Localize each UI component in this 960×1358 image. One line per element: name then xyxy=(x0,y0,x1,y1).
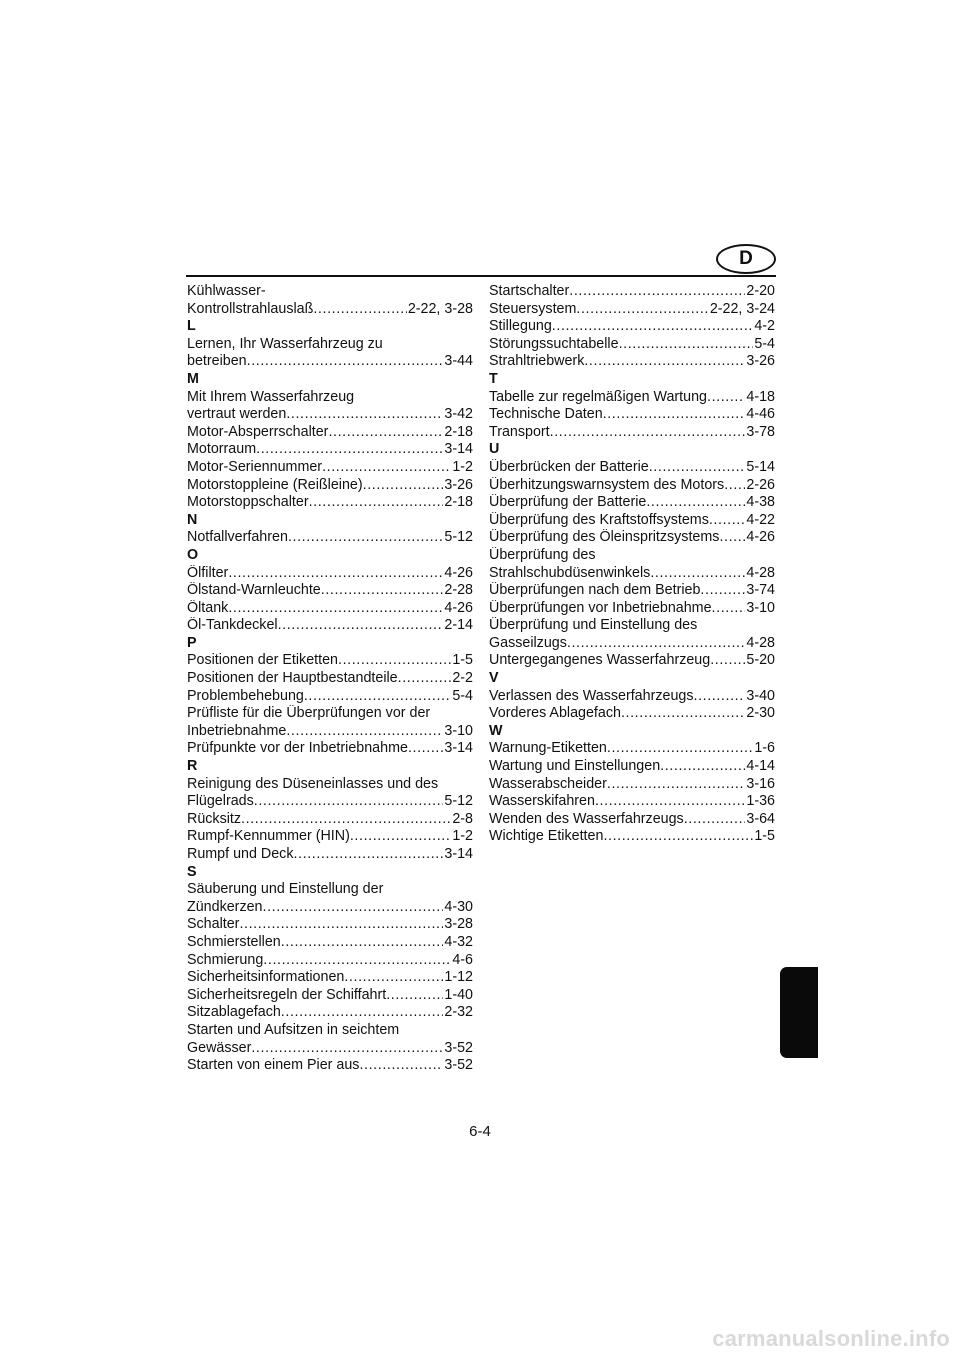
index-section-letter: S xyxy=(187,863,197,880)
index-entry-term: Verlassen des Wasserfahrzeugs xyxy=(489,687,694,704)
index-entry xyxy=(489,811,775,829)
language-badge: D xyxy=(716,244,776,274)
index-entry xyxy=(489,635,775,653)
dot-leader xyxy=(650,565,745,583)
dot-leader xyxy=(309,494,444,512)
index-entry xyxy=(187,424,473,442)
index-entry-term: Wartung und Einstellungen xyxy=(489,758,661,775)
index-entry-term: Schmierstellen xyxy=(187,933,281,950)
dot-leader xyxy=(256,441,443,459)
index-entry xyxy=(489,688,775,706)
index-entry-page: 4-2 xyxy=(754,318,775,335)
dot-leader xyxy=(288,529,443,547)
header-rule xyxy=(186,275,776,277)
index-section-letter: W xyxy=(489,722,503,739)
index-entry-page: 1-36 xyxy=(746,793,775,810)
index-entry-continued: Lernen, Ihr Wasserfahrzeug zu xyxy=(187,335,383,352)
index-entry-term: Technische Daten xyxy=(489,406,603,423)
index-entry xyxy=(187,459,473,477)
index-entry-page: 4-30 xyxy=(444,898,473,915)
index-entry xyxy=(489,318,775,336)
index-entry-term: Inbetriebnahme xyxy=(187,722,287,739)
index-entry xyxy=(187,899,473,917)
index-entry-term: Sicherheitsregeln der Schiffahrt xyxy=(187,986,387,1003)
index-entry xyxy=(187,1057,473,1075)
dot-leader xyxy=(293,846,443,864)
index-entry-page: 2-18 xyxy=(444,423,473,440)
index-entry xyxy=(489,389,775,407)
index-entry-page: 3-44 xyxy=(444,353,473,370)
dot-leader xyxy=(607,740,753,758)
index-entry-page: 3-10 xyxy=(444,722,473,739)
index-entry xyxy=(489,459,775,477)
index-entry-term: Überhitzungswarnsystem des Motors xyxy=(489,476,725,493)
index-entry-continued: Kühlwasser- xyxy=(187,283,266,299)
index-entry-continued: Prüfliste für die Überprüfungen vor der xyxy=(187,705,431,722)
dot-leader xyxy=(281,934,444,952)
dot-leader xyxy=(709,512,746,530)
index-section-letter: M xyxy=(187,370,199,387)
index-entry xyxy=(187,301,473,319)
index-entry-page: 2-30 xyxy=(746,705,775,722)
dot-leader xyxy=(247,353,444,371)
index-entry xyxy=(489,740,775,758)
index-entry-term: Untergegangenes Wasserfahrzeug xyxy=(489,652,711,669)
index-entry-page: 5-12 xyxy=(444,793,473,810)
index-entry-term: Überprüfung der Batterie xyxy=(489,494,647,511)
index-entry-page: 4-22 xyxy=(746,511,775,528)
index-entry-term: Rumpf-Kennummer (HIN) xyxy=(187,828,350,845)
dot-leader xyxy=(408,740,443,758)
index-entry xyxy=(489,477,775,495)
dot-leader xyxy=(386,987,443,1005)
index-entry-page: 4-28 xyxy=(746,564,775,581)
index-entry-term: Problembehebung xyxy=(187,687,304,704)
dot-leader xyxy=(603,406,746,424)
index-entry xyxy=(187,1040,473,1058)
dot-leader xyxy=(649,459,746,477)
index-entry xyxy=(187,934,473,952)
index-entry-continued: Starten und Aufsitzen in seichtem xyxy=(187,1021,400,1038)
dot-leader xyxy=(584,353,745,371)
index-entry xyxy=(489,353,775,371)
index-entry-page: 3-78 xyxy=(746,423,775,440)
index-entry-page: 3-14 xyxy=(444,846,473,862)
index-entry xyxy=(187,740,473,758)
dot-leader xyxy=(239,916,443,934)
index-entry-page: 3-14 xyxy=(444,740,473,757)
index-entry-term: Überprüfungen nach dem Betrieb xyxy=(489,582,701,599)
index-entry xyxy=(187,494,473,512)
index-entry-page: 4-32 xyxy=(444,933,473,950)
index-entry xyxy=(489,565,775,583)
index-entry-term: Starten von einem Pier aus xyxy=(187,1057,360,1074)
index-entry-page: 3-26 xyxy=(746,353,775,370)
index-entry xyxy=(489,336,775,354)
index-entry-page: 1-6 xyxy=(754,740,775,757)
index-section-letter: U xyxy=(489,441,500,458)
index-entry-page: 4-38 xyxy=(746,494,775,511)
dot-leader xyxy=(322,459,451,477)
index-entry-page: 2-14 xyxy=(444,617,473,634)
index-entry xyxy=(187,565,473,583)
index-entry-page: 1-5 xyxy=(452,652,473,669)
dot-leader xyxy=(707,389,745,407)
index-entry xyxy=(489,652,775,670)
index-entry xyxy=(187,793,473,811)
dot-leader xyxy=(313,301,406,319)
index-entry xyxy=(187,723,473,741)
dot-leader xyxy=(241,811,451,829)
index-entry xyxy=(187,477,473,495)
index-entry-term: Ölstand-Warnleuchte xyxy=(187,582,321,599)
dot-leader xyxy=(321,582,444,600)
index-entry-continued: Reinigung des Düseneinlasses und des xyxy=(187,775,439,792)
index-entry-continued: Säuberung und Einstellung der xyxy=(187,881,384,898)
dot-leader xyxy=(621,705,745,723)
index-column-left xyxy=(187,283,473,1075)
index-entry-continued: Überprüfung des xyxy=(489,546,596,563)
dot-leader xyxy=(263,952,451,970)
dot-leader xyxy=(278,617,444,635)
dot-leader xyxy=(286,406,443,424)
dot-leader xyxy=(328,424,443,442)
index-entry-term: Prüfpunkte vor der Inbetriebnahme xyxy=(187,740,408,757)
index-entry xyxy=(187,406,473,424)
index-entry-term: Rumpf und Deck xyxy=(187,846,294,862)
dot-leader xyxy=(304,688,451,706)
index-entry-term: betreiben xyxy=(187,353,247,370)
index-entry xyxy=(187,811,473,829)
dot-leader xyxy=(724,477,745,495)
index-entry xyxy=(187,670,473,688)
index-entry xyxy=(187,1004,473,1022)
index-entry-page: 5-12 xyxy=(444,529,473,546)
index-entry xyxy=(489,424,775,442)
dot-leader xyxy=(567,635,746,653)
dot-leader xyxy=(660,758,745,776)
index-entry-term: Flügelrads xyxy=(187,793,254,810)
index-entry xyxy=(489,758,775,776)
index-entry-term: Gewässer xyxy=(187,1039,252,1056)
index-entry xyxy=(187,688,473,706)
dot-leader xyxy=(251,1040,443,1058)
dot-leader xyxy=(700,582,745,600)
index-entry xyxy=(489,793,775,811)
index-entry-page: 2-22, 3-28 xyxy=(407,300,473,317)
index-entry-term: Wichtige Etiketten xyxy=(489,828,604,845)
index-entry-page: 3-10 xyxy=(746,599,775,616)
index-entry xyxy=(489,406,775,424)
index-entry-term: Stillegung xyxy=(489,318,552,335)
index-column-right xyxy=(489,283,775,846)
index-entry-term: Transport xyxy=(489,423,550,440)
index-entry-page: 2-8 xyxy=(452,810,473,827)
index-entry-term: Motorraum xyxy=(187,441,257,458)
index-entry-term: Positionen der Hauptbestandteile xyxy=(187,670,398,687)
chapter-thumb-tab xyxy=(780,967,818,1058)
index-entry-term: Warnung-Etiketten xyxy=(489,740,607,757)
dot-leader xyxy=(712,600,746,618)
dot-leader xyxy=(710,652,745,670)
watermark: carmanualsonline.info xyxy=(712,1326,950,1351)
index-entry-term: Motorstoppschalter xyxy=(187,494,309,511)
index-entry-continued: Mit Ihrem Wasserfahrzeug xyxy=(187,388,355,405)
index-entry-term: Wasserskifahren xyxy=(489,793,595,810)
index-entry-term: Zündkerzen xyxy=(187,898,263,915)
index-entry xyxy=(489,283,775,301)
index-entry-term: Wasserabscheider xyxy=(489,775,607,792)
index-entry-term: Sicherheitsinformationen xyxy=(187,969,345,986)
index-entry-page: 1-40 xyxy=(444,986,473,1003)
dot-leader xyxy=(607,776,746,794)
dot-leader xyxy=(281,1004,444,1022)
dot-leader xyxy=(619,336,754,354)
dot-leader xyxy=(719,529,745,547)
index-entry-page: 2-20 xyxy=(746,283,775,299)
index-entry xyxy=(187,652,473,670)
index-entry-page: 3-26 xyxy=(444,476,473,493)
index-entry-term: vertraut werden xyxy=(187,406,287,423)
dot-leader xyxy=(684,811,746,829)
index-entry-term: Motor-Seriennummer xyxy=(187,458,323,475)
index-entry xyxy=(187,987,473,1005)
dot-leader xyxy=(363,477,444,495)
index-entry-term: Strahlschubdüsenwinkels xyxy=(489,564,651,581)
index-entry-page: 4-14 xyxy=(746,758,775,775)
dot-leader xyxy=(569,283,745,301)
index-entry xyxy=(187,846,473,864)
index-entry-term: Schalter xyxy=(187,916,240,933)
index-entry-page: 5-4 xyxy=(452,687,473,704)
index-entry-page: 4-26 xyxy=(444,564,473,581)
dot-leader xyxy=(398,670,452,688)
index-entry xyxy=(187,582,473,600)
index-section-letter: P xyxy=(187,634,197,651)
index-entry xyxy=(489,705,775,723)
dot-leader xyxy=(344,969,443,987)
index-entry-page: 2-28 xyxy=(444,582,473,599)
index-section-letter: L xyxy=(187,318,196,335)
dot-leader xyxy=(359,1057,443,1075)
index-section-letter: O xyxy=(187,546,199,563)
index-entry xyxy=(489,828,775,846)
index-entry-page: 2-2 xyxy=(452,670,473,687)
index-entry-page: 3-52 xyxy=(444,1039,473,1056)
index-entry-continued: Überprüfung und Einstellung des xyxy=(489,617,698,634)
index-entry-page: 3-42 xyxy=(444,406,473,423)
index-entry-term: Vorderes Ablagefach xyxy=(489,705,621,722)
index-entry xyxy=(489,512,775,530)
dot-leader xyxy=(228,600,443,618)
index-entry-term: Öltank xyxy=(187,599,229,616)
index-entry-page: 5-20 xyxy=(746,652,775,669)
index-entry-page: 3-64 xyxy=(746,810,775,827)
index-entry xyxy=(187,952,473,970)
index-entry xyxy=(489,600,775,618)
index-entry xyxy=(187,529,473,547)
index-entry-page: 2-26 xyxy=(746,476,775,493)
index-entry-page: 3-52 xyxy=(444,1057,473,1074)
index-entry-page: 1-12 xyxy=(444,969,473,986)
index-section-letter: T xyxy=(489,370,498,387)
index-entry xyxy=(489,776,775,794)
index-entry-page: 3-28 xyxy=(444,916,473,933)
index-entry xyxy=(489,494,775,512)
index-entry-term: Strahltriebwerk xyxy=(489,353,585,370)
index-section-letter: V xyxy=(489,670,499,687)
index-entry-term: Überbrücken der Batterie xyxy=(489,458,649,475)
page-number: 6-4 xyxy=(469,1123,491,1140)
dot-leader xyxy=(694,688,746,706)
index-entry-term: Störungssuchtabelle xyxy=(489,335,619,352)
index-entry-term: Motor-Absperrschalter xyxy=(187,423,329,440)
index-entry-term: Wenden des Wasserfahrzeugs xyxy=(489,810,684,827)
dot-leader xyxy=(603,828,753,846)
index-entry-term: Steuersystem xyxy=(489,300,577,317)
index-entry-page: 4-18 xyxy=(746,388,775,405)
index-entry-page: 1-2 xyxy=(452,458,473,475)
index-entry-term: Überprüfung des Öleinspritzsystems xyxy=(489,529,720,546)
index-entry xyxy=(187,916,473,934)
index-entry-page: 3-14 xyxy=(444,441,473,458)
index-entry-page: 5-14 xyxy=(746,458,775,475)
index-entry-page: 3-16 xyxy=(746,775,775,792)
index-entry-term: Motorstoppleine (Reißleine) xyxy=(187,476,363,493)
index-entry-page: 4-46 xyxy=(746,406,775,423)
index-entry-term: Rücksitz xyxy=(187,810,242,827)
index-entry-term: Tabelle zur regelmäßigen Wartung xyxy=(489,388,707,405)
index-entry xyxy=(187,969,473,987)
index-entry-term: Gasseilzugs xyxy=(489,634,567,651)
index-entry-page: 4-6 xyxy=(452,951,473,968)
index-entry-term: Sitzablagefach xyxy=(187,1004,281,1021)
index-entry xyxy=(489,582,775,600)
index-entry xyxy=(489,529,775,547)
index-entry-page: 1-5 xyxy=(754,828,775,845)
index-section-letter: N xyxy=(187,511,198,528)
index-entry-page: 4-26 xyxy=(444,599,473,616)
index-entry xyxy=(489,301,775,319)
dot-leader xyxy=(228,565,443,583)
index-section-letter: R xyxy=(187,758,198,775)
index-entry-page: 2-22, 3-24 xyxy=(709,300,775,317)
index-entry xyxy=(187,617,473,635)
index-entry-page: 3-74 xyxy=(746,582,775,599)
index-entry-page: 4-26 xyxy=(746,529,775,546)
dot-leader xyxy=(552,318,754,336)
index-entry xyxy=(187,600,473,618)
index-entry-term: Ölfilter xyxy=(187,564,229,581)
dot-leader xyxy=(576,301,708,319)
index-entry xyxy=(187,353,473,371)
dot-leader xyxy=(595,793,745,811)
index-entry-term: Schmierung xyxy=(187,951,264,968)
dot-leader xyxy=(550,424,746,442)
index-entry-page: 2-18 xyxy=(444,494,473,511)
dot-leader xyxy=(338,652,451,670)
index-entry-term: Kontrollstrahlauslaß xyxy=(187,300,314,317)
index-entry-page: 3-40 xyxy=(746,687,775,704)
index-entry-term: Notfallverfahren xyxy=(187,529,288,546)
index-entry xyxy=(187,441,473,459)
index-entry xyxy=(187,828,473,846)
index-entry-page: 5-4 xyxy=(754,335,775,352)
dot-leader xyxy=(263,899,444,917)
index-entry-term: Positionen der Etiketten xyxy=(187,652,339,669)
dot-leader xyxy=(350,828,451,846)
index-entry-term: Startschalter xyxy=(489,283,570,299)
index-entry-term: Überprüfung des Kraftstoffsystems xyxy=(489,511,709,528)
index-entry-term: Überprüfungen vor Inbetriebnahme xyxy=(489,599,712,616)
dot-leader xyxy=(286,723,443,741)
dot-leader xyxy=(646,494,745,512)
dot-leader xyxy=(254,793,444,811)
index-entry-page: 2-32 xyxy=(444,1004,473,1021)
index-entry-page: 4-28 xyxy=(746,634,775,651)
index-entry-term: Öl-Tankdeckel xyxy=(187,617,278,634)
index-entry-page: 1-2 xyxy=(452,828,473,845)
